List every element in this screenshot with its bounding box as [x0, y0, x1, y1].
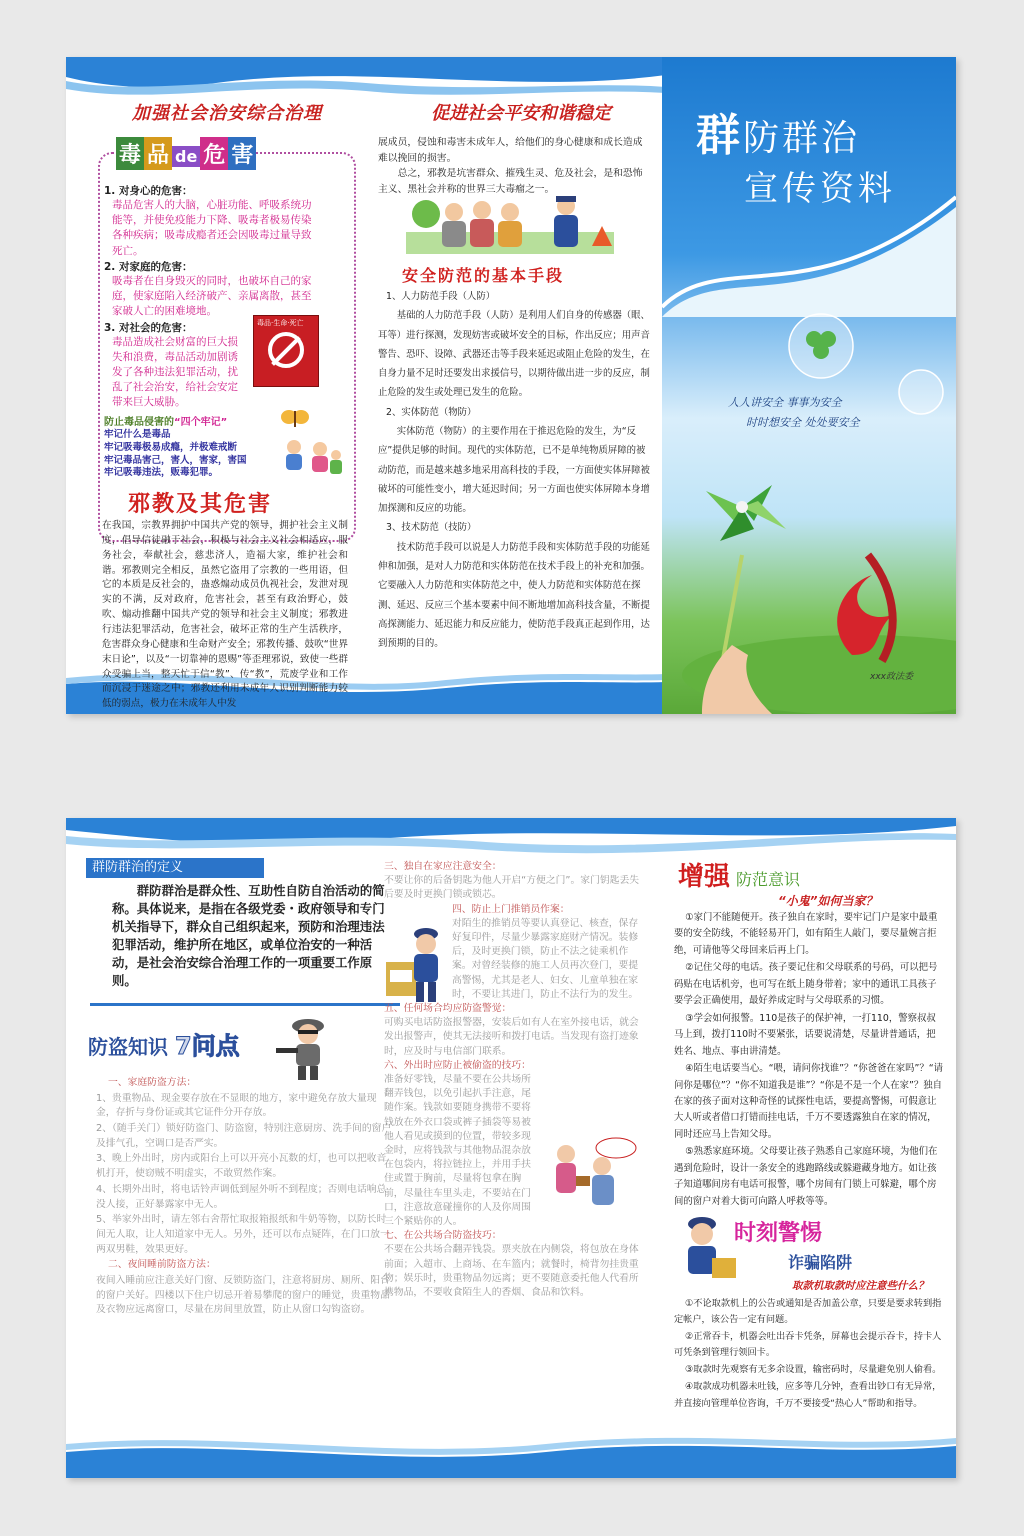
theft-title	[88, 1026, 240, 1061]
slogan-line: 时时想安全 处处要安全	[746, 415, 860, 429]
item-heading: 五、任何场合均应防盗警觉：	[384, 1003, 512, 1015]
thief-illustration	[276, 1014, 336, 1082]
item-heading: 六、外出时应防止被偷盗的技巧：	[384, 1059, 531, 1071]
item-heading: 四、防止上门推销员作案：	[452, 903, 570, 915]
harm-text: 毒品危害人的大脑，心脏功能、呼吸系统功能等，并使免疫能力下降、吸毒者极易传染各种疾病；吸毒成瘾者还会因吸毒过量导致死亡。	[112, 199, 312, 257]
cover-organization: xxx政法委	[870, 672, 913, 682]
item-heading: 二、夜间睡前防盗方法：	[108, 1259, 216, 1271]
paragraph: 技术防范手段可以说是人力防范手段和实体防范手段的功能延伸和加强，是对人力防范和实体防范在技术手段上的补充和加强。它要融入人力防范和实体防范之中，使人力防范和实体防范在探测、延迟、反应三个基本要素中间不断地增加高科技含量，不断提高探测能力、延迟能力和反应能力，使防范手段真正起到作用，达到预期的目的。	[378, 541, 650, 650]
wave-decoration-bottom	[66, 1418, 956, 1478]
paragraph: 准备好零钱，尽量不要在公共场所翻弄钱包，以免引起扒手注意，尾随作案。钱款如要随身携带不要将钱放在外衣口袋或裤子插袋等易被他人看见或摸到的位置，带较多现金时，应将钱款与其他物品混杂放在包袋内，将拉链拉上，并用手扶住或置于胸前，尽量将包拿在胸前，尽量往车里头走，不要站在门口，注意故意碰撞你的人及你周围三个紧贴你的人。	[384, 1074, 531, 1228]
paragraph: 1、贵重物品、现金要存放在不显眼的地方，家中避免存放大量现金，存折与身份证或其它证件分开存放。	[96, 1092, 377, 1119]
paragraph: 对陌生的推销员等要认真登记、核查，保存好复印件，尽量少暴露家庭财产情况。装修后，及时更换门锁，防止不法之徒乘机作案。对曾经装修的施工人员再次登门，要提高警惕，尤其是老人、妇女、儿童单独在家时，不要让其进门，防止不法行为的发生。	[452, 917, 639, 1000]
paragraph: 可购买电话防盗报警器，安装后如有人在室外接电话，就会发出报警声，使其无法接听和拨打电话。当发现有盗打迹象时，应及时与电信部门联系。	[384, 1017, 639, 1057]
cover-title-rest: 防群治	[743, 118, 861, 159]
pickpocket-illustration	[536, 1136, 640, 1208]
prohibit-icon	[268, 332, 304, 368]
paragraph: 不要在公共场合翻弄钱袋。票夹放在内侧袋，将包放在身体前面；入超市、上商场、在车篮内；就餐时，椅背勿挂贵重物；娱乐时，贵重物品勿远离；更不要随意委托他人代看所携物品，不要收食陌生人的香烟、食品和饮料。	[384, 1244, 639, 1299]
drug-title-char: de	[172, 146, 200, 167]
section-divider	[90, 1003, 400, 1006]
four-remember-highlight: “四个牢记”	[174, 417, 228, 428]
fraud-trap-title: 诈骗陷阱	[788, 1253, 853, 1272]
list-item: ④陌生电话要当心。“喂，请问你找谁”？“你爸爸在家吗”？“请问你是哪位”？“你不知道我是谁”？“你是不是一个人在家”？独自在家的孩子面对这种奇怪的试探性电话，要提高警惕，可假意让大人听或者借口打错而挂电话，千万不要透露独自在家的情况，同时还应马上告知父母。	[674, 1063, 943, 1140]
drug-title-char: 害	[228, 137, 256, 170]
drug-title-char: 品	[144, 137, 172, 170]
paragraph: 基础的人力防范手段（人防）是利用人们自身的传感器（眼、耳等）进行探测，发现妨害或破坏安全的目标，作出反应；用声音警告、恐吓、设障、武器还击等手段来延迟或阻止危险的发生，在自身力量不足时还要发出求援信号，以期待做出进一步的反应，制止危险的发生或处理已发生的危险。	[378, 310, 650, 399]
four-remember-list	[104, 429, 247, 480]
four-remember-prefix: 防止毒品侵害的	[104, 417, 174, 428]
cover-title-line2: 宣传资料	[744, 169, 896, 209]
paragraph: 展成员，侵蚀和毒害未成年人，给他们的身心健康和成长造成难以挽回的损害。	[378, 137, 643, 164]
security-means-list	[378, 287, 654, 653]
alert-title: 时刻警惕	[734, 1221, 823, 1246]
kid-safety-list	[674, 910, 944, 1211]
neighborhood-cartoon	[406, 192, 614, 254]
panel1-heading: 加强社会治安综合治理	[132, 103, 322, 124]
list-item: 牢记什么是毒品	[104, 429, 171, 440]
paragraph: 实体防范（物防）的主要作用在于推迟危险的发生，为“反应”提供足够的时间。现代的实体防范，已不是单纯物质屏障的被动防范，而是越来越多地采用高科技的手段，一方面使实体屏障被破坏的可能性变小，增大延迟时间；另一方面也使实体屏障本身增加探测和反应的功能。	[378, 425, 650, 515]
awareness-heading-main: 增强	[678, 862, 731, 892]
anti-drug-poster	[253, 315, 319, 387]
item-heading: 1、人力防范手段（人防）	[386, 291, 496, 302]
cult-heading: 邪教及其危害	[128, 492, 273, 517]
list-item: ④取款成功机器未吐钱，应多等几分钟，查看出钞口有无异常，并直接向管理单位咨询，千万不要接受“热心人”帮助和指导。	[674, 1381, 942, 1409]
harm-label: 3. 对社会的危害：	[104, 321, 193, 334]
list-item: 牢记毒品害己，害人，害家，害国	[104, 454, 247, 466]
theft-title-text: 防盗知识	[88, 1035, 168, 1059]
list-item: ③取款时先观察有无多余设置，输密码时，尽量避免别人偷看。	[685, 1364, 942, 1376]
theft-tips-list	[96, 1076, 392, 1319]
cover-title-line1	[696, 99, 860, 163]
awareness-heading-sub: 防范意识	[736, 870, 801, 889]
slogan-line: 人人讲安全 事事为安全	[728, 396, 842, 409]
drug-harm-title	[116, 137, 326, 173]
definition-text: 群防群治是群众性、互助性自防自治活动的简称。具体说来，是指在各级党委・政府领导和专门机关指导下，群众自己组织起来，预防和治理违法犯罪活动，维护所在地区，或单位治安的一种活动，是社会治安综合治理工作的一项重要工作原则。	[112, 883, 385, 988]
panel2-heading: 促进社会平安和谐稳定	[431, 103, 611, 124]
butterfly-icon	[280, 407, 310, 431]
list-item: ②记住父母的电话。孩子要记住和父母联系的号码，可以把号码贴在电话机旁，也可写在纸上随身带着；家中的通讯工具孩子要学会正确使用，最好养成定时与父母联系的习惯。	[674, 962, 938, 1007]
paragraph: 4、长期外出时，将电话铃声调低到屋外听不到程度；否则电话响总没人接，正好暴露家中无人。	[96, 1183, 387, 1210]
atm-tips-list	[674, 1296, 944, 1413]
list-item: ②正常吞卡，机器会吐出吞卡凭条，屏幕也会提示吞卡，持卡人可凭条到管理行领回卡。	[674, 1331, 942, 1359]
poster-label: 毒品·生命·死亡	[257, 319, 304, 327]
item-heading: 七、在公共场合防盗技巧：	[384, 1230, 502, 1242]
definition-title-bar: 群防群治的定义	[86, 858, 264, 878]
police-officer-illustration	[678, 1214, 738, 1286]
harm-text: 毒品造成社会财富的巨大损失和浪费，毒品活动加剧诱发了各种违法犯罪活动，扰乱了社会治安，给社会安定带来巨大威胁。	[112, 335, 238, 409]
list-item: ①家门不能随便开。孩子独自在家时，要牢记门户是家中最重要的安全防线，不能轻易开门，如有陌生人敲门，要尽量婉言拒绝，可请他等父母回来后再上门。	[674, 912, 938, 956]
panel2-subheading: 安全防范的基本手段	[402, 266, 565, 285]
kid-home-question: “小鬼”如何当家？	[778, 894, 878, 908]
paragraph: 总之，邪教是坑害群众、摧残生灵、危及社会，是和恐怖主义、黑社会并称的世界三大毒瘤之一。	[378, 168, 643, 196]
harm-label: 1. 对身心的危害：	[104, 185, 193, 197]
item-heading: 3、技术防范（技防）	[386, 522, 477, 534]
theft-title-count: 7问点	[174, 1032, 240, 1060]
bubble-clover-icon	[786, 311, 856, 381]
drug-title-char: 毒	[116, 137, 144, 170]
drug-title-char: 危	[200, 137, 228, 170]
list-item: ⑤熟悉家庭环境。父母要让孩子熟悉自己家庭环境，为他们在遇到危险时，设计一条安全的逃跑路线或躲避藏身地方。如让孩子知道哪间房有电话可报警，哪个房间有门锁上可躲避，哪个房间的窗户对着大街可向路人呼救等等。	[674, 1146, 938, 1207]
bubble-icon	[896, 367, 946, 417]
cover-panel	[662, 57, 956, 714]
paragraph: 5、举家外出时，请左邻右舍帮忙取报箱报纸和牛奶等物，以防长时间无人取，让人知道家中无人。另外，还可以布点疑阵，在门口放一两双男鞋，效果更好。	[96, 1214, 390, 1255]
panel2-intro	[378, 135, 650, 198]
paragraph: 不要让你的后备钥匙为他人开启“方便之门”。家门钥匙丢失后要及时更换门锁或锁芯。	[384, 875, 640, 901]
awareness-heading	[678, 856, 800, 893]
list-item: ③学会如何报警。110是孩子的保护神，一打110，警察叔叔马上到，拨打110时不要紧张，话要说清楚，尽量讲普通话，把姓名、地点、事由讲清楚。	[674, 1012, 936, 1057]
cult-text: 在我国，宗教界拥护中国共产党的领导，拥护社会主义制度，倡导信徒融于社会，积极与社会主义社会相适应，服务社会，奉献社会，慈悲济人，造福大家，维护社会和谐。邪教则完全相反，虽然它盗用了宗教的一些用语，但它的本质是反社会的，蛊惑煽动成员仇视社会，发泄对现实的不满，反对政府，危害社会，甚至有政治野心，鼓吹、煽动推翻中国共产党的领导和社会主义制度；邪教进行违法犯罪活动，危害社会，破坏正常的生产生活秩序，危害群众身心健康和生命财产安全；邪教传播、鼓吹“世界末日论”，以及“一切靠神的恩赐”等歪理邪说，致使一些群众受骗上当，整天忙于信“教”、传“教”，荒废学业和工作而沉浸于迷途之中；邪教还利用未成年人识别判断能力较低的弱点，极力在未成年人中发	[102, 520, 348, 710]
children-illustration	[280, 435, 344, 479]
four-remember-title	[104, 413, 227, 428]
atm-question: 取款机取款时应注意些什么？	[792, 1280, 929, 1292]
list-item: 牢记吸毒违法，贩毒犯罪。	[104, 467, 219, 479]
item-heading: 一、家庭防盗方法：	[108, 1077, 197, 1088]
list-item: ①不论取款机上的公告或通知是否加盖公章，只要是要求转到指定帐户，该公告一定有问题。	[674, 1298, 942, 1326]
item-heading: 2、实体防范（物防）	[386, 406, 477, 418]
paragraph: 夜间入睡前应注意关好门窗、反锁防盗门，注意将厨房、厕所、阳台的窗户关好。四楼以下住户切忌开着易攀爬的窗户的睡觉，贵重物品及衣物应远离窗口，尽量在房间里放置，防止从窗口勾钩盗窃。	[96, 1274, 390, 1316]
middle-tips-list	[384, 860, 640, 1300]
cover-title-first-char: 群	[696, 110, 743, 161]
list-item: 牢记吸毒极易成瘾，并极难戒断	[104, 441, 238, 453]
harm-label: 2. 对家庭的危害：	[104, 260, 193, 273]
brochure-back	[66, 818, 956, 1478]
paragraph: 3、晚上外出时，房内或阳台上可以开亮小瓦数的灯，也可以把收音机打开，使窃贼不明虚实，不敢贸然作案。	[96, 1153, 387, 1180]
brochure-front	[66, 57, 956, 714]
harm-text: 吸毒者在自身毁灭的同时，也破坏自己的家庭，使家庭陷入经济破产、亲属离散，甚至家破人亡的困难境地。	[112, 274, 312, 318]
item-heading: 三、独自在家应注意安全：	[384, 861, 502, 872]
paragraph: 2、（随手关门）锁好防盗门、防盗窗，特别注意厨房、洗手间的窗户及排气孔，空调口是否严实。	[96, 1123, 392, 1149]
